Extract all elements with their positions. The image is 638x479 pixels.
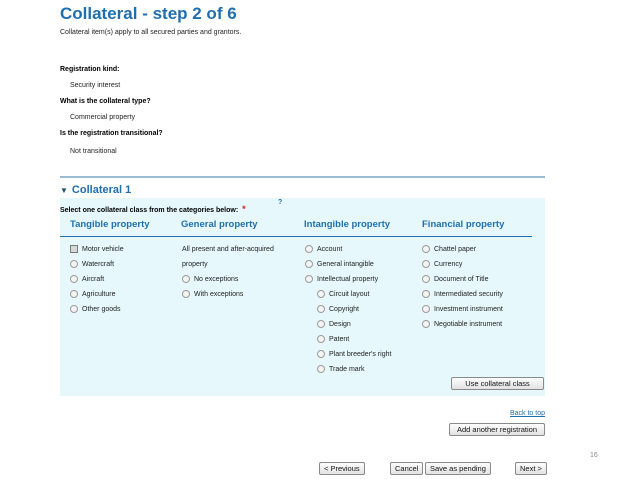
radio-icon[interactable] bbox=[70, 275, 78, 283]
collateral-type-label: What is the collateral type? bbox=[60, 98, 151, 105]
help-icon[interactable]: ? bbox=[278, 199, 283, 206]
radio-icon[interactable] bbox=[422, 275, 430, 283]
instruction-text: Select one collateral class from the categories below: bbox=[60, 207, 239, 214]
option-general-intangible[interactable]: General intangible bbox=[305, 259, 374, 269]
registration-kind-value: Security interest bbox=[70, 82, 121, 89]
option-chattel-paper[interactable]: Chattel paper bbox=[422, 244, 476, 254]
radio-icon[interactable] bbox=[317, 305, 325, 313]
transitional-value: Not transitional bbox=[70, 148, 117, 155]
next-button[interactable]: Next > bbox=[515, 462, 547, 475]
radio-icon[interactable] bbox=[317, 290, 325, 298]
radio-icon[interactable] bbox=[182, 290, 190, 298]
option-document-of-title[interactable]: Document of Title bbox=[422, 274, 488, 284]
triangle-down-icon: ▼ bbox=[60, 186, 68, 195]
general-description-line1: All present and after-acquired bbox=[182, 246, 274, 253]
transitional-label: Is the registration transitional? bbox=[60, 130, 163, 137]
heading-rule bbox=[60, 236, 532, 237]
collateral-instruction bbox=[60, 204, 246, 214]
option-currency[interactable]: Currency bbox=[422, 259, 462, 269]
option-with-exceptions[interactable]: With exceptions bbox=[182, 289, 243, 299]
option-intermediated-security[interactable]: Intermediated security bbox=[422, 289, 503, 299]
previous-button[interactable]: < Previous bbox=[319, 462, 365, 475]
option-intellectual-property[interactable]: Intellectual property bbox=[305, 274, 378, 284]
radio-icon[interactable] bbox=[317, 320, 325, 328]
radio-icon[interactable] bbox=[422, 320, 430, 328]
radio-icon[interactable] bbox=[70, 260, 78, 268]
option-copyright[interactable]: Copyright bbox=[317, 304, 359, 314]
radio-icon[interactable] bbox=[422, 290, 430, 298]
collateral-section-toggle[interactable] bbox=[60, 184, 131, 196]
registration-kind-label: Registration kind: bbox=[60, 66, 120, 73]
option-other-goods[interactable]: Other goods bbox=[70, 304, 121, 314]
radio-icon[interactable] bbox=[70, 305, 78, 313]
option-design[interactable]: Design bbox=[317, 319, 351, 329]
radio-icon[interactable] bbox=[317, 350, 325, 358]
radio-icon[interactable] bbox=[422, 245, 430, 253]
option-investment-instrument[interactable]: Investment instrument bbox=[422, 304, 503, 314]
radio-icon[interactable] bbox=[305, 245, 313, 253]
radio-icon[interactable] bbox=[317, 335, 325, 343]
option-account[interactable]: Account bbox=[305, 244, 342, 254]
option-no-exceptions[interactable]: No exceptions bbox=[182, 274, 238, 284]
radio-icon[interactable] bbox=[422, 260, 430, 268]
add-another-registration-button[interactable]: Add another registration bbox=[449, 423, 545, 436]
option-circuit-layout[interactable]: Circuit layout bbox=[317, 289, 369, 299]
required-asterisk: * bbox=[242, 204, 246, 214]
option-motor-vehicle[interactable]: Motor vehicle bbox=[70, 244, 124, 254]
page-title: Collateral - step 2 of 6 bbox=[60, 4, 237, 23]
radio-icon[interactable] bbox=[182, 275, 190, 283]
page-subtitle: Collateral item(s) apply to all secured parties and grantors. bbox=[60, 29, 242, 36]
save-as-pending-button[interactable]: Save as pending bbox=[425, 462, 491, 475]
checkbox-icon[interactable] bbox=[70, 245, 78, 253]
section-divider bbox=[60, 176, 545, 178]
collateral-type-value: Commercial property bbox=[70, 114, 135, 121]
use-collateral-class-button[interactable]: Use collateral class bbox=[451, 377, 544, 390]
collateral-section-title: Collateral 1 bbox=[71, 184, 132, 196]
option-negotiable-instrument[interactable]: Negotiable instrument bbox=[422, 319, 502, 329]
option-trade-mark[interactable]: Trade mark bbox=[317, 364, 365, 374]
radio-icon[interactable] bbox=[422, 305, 430, 313]
option-patent[interactable]: Patent bbox=[317, 334, 349, 344]
page-number: 16 bbox=[590, 452, 598, 459]
option-aircraft[interactable]: Aircraft bbox=[70, 274, 104, 284]
general-heading: General property bbox=[181, 219, 258, 230]
intangible-heading: Intangible property bbox=[304, 219, 391, 230]
financial-heading: Financial property bbox=[422, 219, 505, 230]
cancel-button[interactable]: Cancel bbox=[390, 462, 423, 475]
option-watercraft[interactable]: Watercraft bbox=[70, 259, 114, 269]
radio-icon[interactable] bbox=[70, 290, 78, 298]
radio-icon[interactable] bbox=[305, 275, 313, 283]
back-to-top-link[interactable]: Back to top bbox=[509, 410, 545, 417]
option-plant-breeders-right[interactable]: Plant breeder's right bbox=[317, 349, 391, 359]
radio-icon[interactable] bbox=[317, 365, 325, 373]
tangible-heading: Tangible property bbox=[70, 219, 150, 230]
option-agriculture[interactable]: Agriculture bbox=[70, 289, 115, 299]
general-description-line2: property bbox=[182, 261, 208, 268]
radio-icon[interactable] bbox=[305, 260, 313, 268]
